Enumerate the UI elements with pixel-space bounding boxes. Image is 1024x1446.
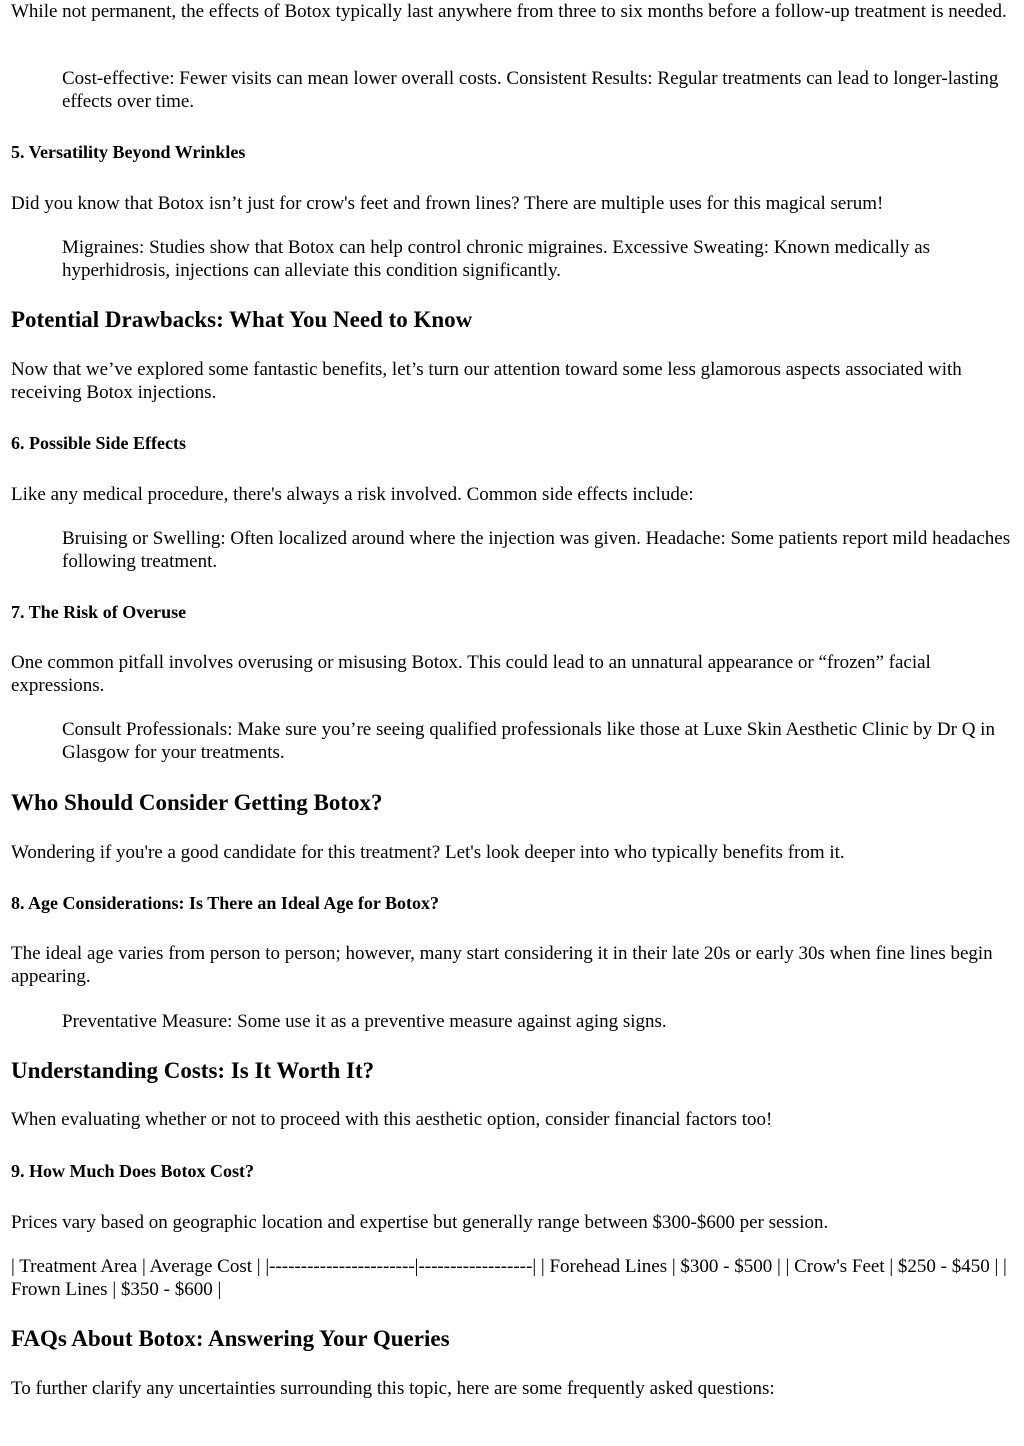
paragraph-overuse: One common pitfall involves overusing or misusing Botox. This could lead to an unnatural appearance or “frozen” facial expressions. xyxy=(11,652,931,696)
heading-versatility: 5. Versatility Beyond Wrinkles xyxy=(11,142,246,162)
heading-who-should-consider: Who Should Consider Getting Botox? xyxy=(11,790,383,815)
paragraph-faqs-intro: To further clarify any uncertainties surrounding this topic, here are some frequently asked questions: xyxy=(11,1378,775,1399)
paragraph-ideal-age: The ideal age varies from person to person; however, many start considering it in their late 20s or early 30s when fine lines begin appearing. xyxy=(11,943,993,987)
paragraph-botox-duration: While not permanent, the effects of Botox typically last anywhere from three to six months before a follow-up treatment is needed. xyxy=(11,1,1007,22)
blockquote-preventative: Preventative Measure: Some use it as a preventive measure against aging signs. xyxy=(62,1011,667,1032)
heading-botox-cost: 9. How Much Does Botox Cost? xyxy=(11,1161,254,1181)
heading-potential-drawbacks: Potential Drawbacks: What You Need to Know xyxy=(11,307,473,332)
heading-understanding-costs: Understanding Costs: Is It Worth It? xyxy=(11,1058,375,1083)
paragraph-candidate: Wondering if you're a good candidate for this treatment? Let's look deeper into who typically benefits from it. xyxy=(11,842,845,863)
blockquote-migraines: Migraines: Studies show that Botox can help control chronic migraines. Excessive Sweating: Known medically as hyperhidrosis, injections can alleviate this condition significantly. xyxy=(62,237,931,281)
paragraph-financial-factors: When evaluating whether or not to proceed with this aesthetic option, consider financial factors too! xyxy=(11,1109,773,1130)
heading-faqs: FAQs About Botox: Answering Your Queries xyxy=(11,1326,450,1351)
heading-age-considerations: 8. Age Considerations: Is There an Ideal Age for Botox? xyxy=(11,893,440,913)
paragraph-prices: Prices vary based on geographic location and expertise but generally range between $300-$600 per session. xyxy=(11,1212,829,1233)
blockquote-bruising: Bruising or Swelling: Often localized around where the injection was given. Headache: Some patients report mild headaches following treatment. xyxy=(62,528,1011,572)
blockquote-consult-professionals: Consult Professionals: Make sure you’re seeing qualified professionals like those at Luxe Skin Aesthetic Clinic by Dr Q in Glasgow for your treatments. xyxy=(62,719,995,763)
paragraph-drawbacks-intro: Now that we’ve explored some fantastic benefits, let’s turn our attention toward some less glamorous aspects associated with receiving Botox injections. xyxy=(11,359,962,403)
heading-side-effects: 6. Possible Side Effects xyxy=(11,433,186,453)
paragraph-multiple-uses: Did you know that Botox isn’t just for crow's feet and frown lines? There are multiple uses for this magical serum! xyxy=(11,193,884,214)
paragraph-side-effects: Like any medical procedure, there's always a risk involved. Common side effects include: xyxy=(11,484,694,505)
heading-risk-of-overuse: 7. The Risk of Overuse xyxy=(11,602,187,622)
blockquote-cost-effective: Cost-effective: Fewer visits can mean lower overall costs. Consistent Results: Regular treatments can lead to longer-lasting effects over time. xyxy=(62,68,999,112)
paragraph-cost-table-text: | Treatment Area | Average Cost | |-----------------------|------------------| | Forehead Lines | $300 - $500 | | Crow's Feet | $250 - $450 | | Frown Lines | $350 - $600 | xyxy=(11,1256,1007,1300)
